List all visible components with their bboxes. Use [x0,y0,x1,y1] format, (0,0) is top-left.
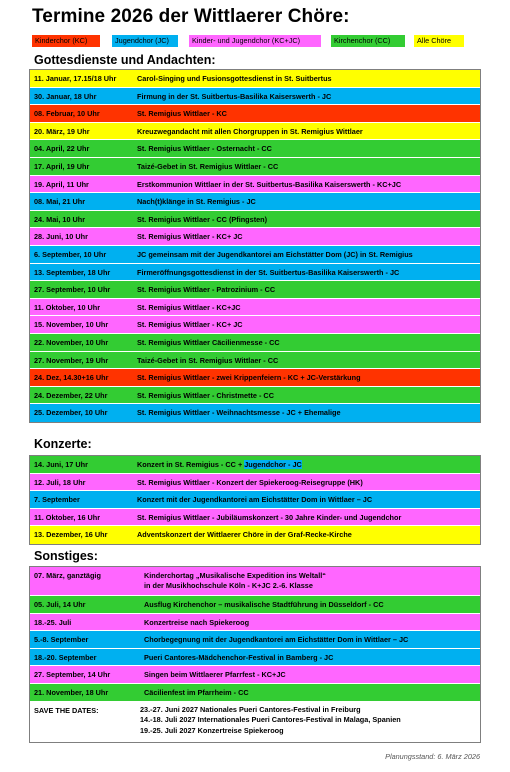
table-row [30,123,480,141]
event-text: St. Remigius Wittlaer - Weihnachtsmesse - JC + Ehemalige [137,408,341,418]
event-text: Konzert mit der Jugendkantorei am Eichstätter Dom in Wittlaer – JC [137,495,373,505]
event-date: 24. Mai, 10 Uhr [34,214,86,224]
event-text: St. Remigius Wittlaer - KC+ JC [137,320,243,330]
table-row [30,456,480,474]
save-the-dates-label: SAVE THE DATES: [34,705,99,715]
table-sonstiges [29,566,481,743]
event-date: 24. Dez, 14.30+16 Uhr [34,373,109,383]
table-row [30,228,480,246]
legend-kinderchor: Kinderchor (KC) [32,35,100,47]
event-date: 28. Juni, 10 Uhr [34,232,88,242]
event-description [137,491,372,508]
event-date: 05. Juli, 14 Uhr [34,600,86,609]
table-row [30,684,480,702]
save-the-dates [30,702,480,742]
section-gottesdienste: Gottesdienste und Andachten: [34,53,216,67]
event-description [144,596,384,613]
event-text: Kinderchortag „Musikalische Expedition ins Weltall“ [144,571,326,580]
event-text: Konzert in St. Remigius - CC + [137,460,245,469]
event-date: 08. Februar, 10 Uhr [34,109,100,119]
event-text-continued: Jugendchor - JC [244,460,302,469]
table-row [30,567,480,596]
table-row [30,88,480,106]
event-text: Konzertreise nach Spiekeroog [144,617,250,627]
event-date: 14. Juni, 17 Uhr [34,460,88,469]
save-the-dates-line: 19.-25. Juli 2027 Konzertreise Spiekeroog [140,726,284,736]
event-date: 27. November, 19 Uhr [34,355,109,365]
event-date: 27. September, 14 Uhr [34,670,111,680]
table-row [30,666,480,684]
table-row [30,176,480,194]
event-description [137,228,243,245]
event-text: Taizé-Gebet in St. Remigius Wittlaer - CC [137,355,279,365]
table-konzerte [29,455,481,545]
save-the-dates-line: 14.-18. Juli 2027 Internationales Pueri Cantores-Festival in Malaga, Spanien [140,715,401,725]
event-text: Nach(t)klänge in St. Remigius - JC [137,197,256,207]
event-text: Pueri Cantores-Mädchenchor-Festival in Bamberg - JC [144,652,334,662]
event-text: St. Remigius Wittlaer - CC (Pfingsten) [137,214,268,224]
event-text: St. Remigius Wittlaer - KC [137,109,227,119]
event-date: 12. Juli, 18 Uhr [34,477,86,487]
event-date: 13. Dezember, 16 Uhr [34,530,108,540]
event-text: St. Remigius Wittlaer - KC+JC [137,302,241,312]
event-text: St. Remigius Wittlaer - KC+ JC [137,232,243,242]
event-text: JC gemeinsam mit der Jugendkantorei am Eichstätter Dom (JC) in St. Remigius [137,249,413,259]
event-text: St. Remigius Wittlaer - Patrozinium - CC [137,285,276,295]
table-row [30,158,480,176]
event-date: 18.-25. Juli [34,617,72,627]
event-date: 11. Oktober, 16 Uhr [34,512,101,522]
event-text: Erstkommunion Wittlaer in der St. Suitbertus-Basilika Kaiserswerth - KC+JC [137,179,402,189]
table-row [30,264,480,282]
event-date: 6. September, 10 Uhr [34,249,107,259]
event-description [137,316,243,333]
event-description [137,352,278,369]
table-row [30,246,480,264]
table-row [30,140,480,158]
table-row [30,526,480,544]
event-date: 17. April, 19 Uhr [34,161,90,171]
event-date: 24. Dezember, 22 Uhr [34,390,108,400]
table-row [30,352,480,370]
table-row [30,281,480,299]
event-text: Firmeröffnungsgottesdienst in der St. Suitbertus-Basilika Kaiserswerth - JC [137,267,400,277]
event-text: St. Remigius Wittlaer Cäcilienmesse - CC [137,337,280,347]
section-sonstiges: Sonstiges: [34,549,98,563]
planungsstand: Planungsstand: 6. März 2026 [385,752,480,761]
event-description [137,404,341,421]
event-text: Adventskonzert der Wittlaerer Chöre in der Graf-Recke-Kirche [137,530,352,540]
save-the-dates-line: 23.-27. Juni 2027 Nationales Pueri Cantores-Festival in Freiburg [140,704,361,714]
event-date: 30. Januar, 18 Uhr [34,91,97,101]
event-date: 08. Mai, 21 Uhr [34,197,86,207]
event-text: Chorbegegnung mit der Jugendkantorei am Eichstätter Dom in Wittlaer – JC [144,635,409,645]
event-date: 07. März, ganztägig [34,571,101,580]
event-date: 7. September [34,495,80,505]
event-description [137,88,331,105]
event-date: 21. November, 18 Uhr [34,687,109,697]
table-row [30,105,480,123]
event-description [137,105,227,122]
event-description [137,158,278,175]
table-row [30,316,480,334]
event-text: Singen beim Wittlaerer Pfarrfest - KC+JC [144,670,286,680]
event-text: St. Remigius Wittlaer - Konzert der Spiekeroog-Reisegruppe (HK) [137,477,363,487]
event-description [137,474,363,491]
table-row [30,491,480,509]
event-description [144,649,333,666]
event-description [137,456,302,473]
event-date: 5.-8. September [34,635,89,645]
event-date: 19. April, 11 Uhr [34,179,89,189]
event-date: 27. September, 10 Uhr [34,285,111,295]
save-the-dates-list [140,705,401,737]
event-date: 20. März, 19 Uhr [34,126,90,136]
event-description [144,631,408,648]
event-description [144,684,249,701]
event-text-continued: in der Musikhochschule Köln - K+JC 2.-6. Klasse [144,581,313,590]
event-description [137,70,332,87]
event-date: 11. Oktober, 10 Uhr [34,302,101,312]
table-row [30,299,480,317]
event-text: St. Remigius Wittlaer - zwei Krippenfeiern - KC + JC-Verstärkung [137,373,361,383]
event-text: St. Remigius Wittlaer - Christmette - CC [137,390,274,400]
event-description [137,211,267,228]
table-row [30,631,480,649]
legend-kirchenchor: Kirchenchor (CC) [331,35,405,47]
event-description [137,369,361,386]
event-text: Kreuzwegandacht mit allen Chorgruppen in St. Remigius Wittlaer [137,126,363,136]
table-row [30,70,480,88]
event-description [144,571,326,591]
table-row [30,404,480,422]
event-description [137,123,363,140]
event-description [137,264,399,281]
table-row [30,211,480,229]
event-date: 15. November, 10 Uhr [34,320,109,330]
event-text: Taizé-Gebet in St. Remigius Wittlaer - CC [137,161,279,171]
event-description [137,281,275,298]
event-date: 13. September, 18 Uhr [34,267,111,277]
event-description [137,246,413,263]
event-text: Cäcilienfest im Pfarrheim - CC [144,687,249,697]
legend-jugendchor: Jugendchor (JC) [112,35,178,47]
table-row [30,596,480,614]
event-description [137,387,274,404]
event-text: St. Remigius Wittlaer - Osternacht - CC [137,144,272,154]
event-text: Ausflug Kirchenchor – musikalische Stadtführung in Düsseldorf - CC [144,600,384,609]
event-description [137,176,401,193]
legend-alle-choere: Alle Chöre [414,35,464,47]
table-row [30,387,480,405]
event-description [137,526,352,543]
legend-kinder-jugendchor: Kinder- und Jugendchor (KC+JC) [189,35,321,47]
event-date: 11. Januar, 17.15/18 Uhr [34,74,117,83]
event-description [137,193,256,210]
event-date: 04. April, 22 Uhr [34,144,90,154]
event-description [137,299,241,316]
section-konzerte: Konzerte: [34,437,92,451]
event-description [137,509,401,526]
event-text: St. Remigius Wittlaer - Jubiläumskonzert - 30 Jahre Kinder- und Jugendchor [137,512,402,522]
event-date: 22. November, 10 Uhr [34,337,109,347]
table-row [30,474,480,492]
event-description [137,140,272,157]
event-description [144,666,286,683]
table-row [30,509,480,527]
table-row [30,369,480,387]
table-row [30,614,480,632]
page-title: Termine 2026 der Wittlaerer Chöre: [32,6,350,27]
table-gottesdienste [29,69,481,423]
event-text: Carol-Singing und Fusionsgottesdienst in St. Suitbertus [137,74,332,83]
event-date: 25. Dezember, 10 Uhr [34,408,108,418]
event-date: 18.-20. September [34,652,97,662]
table-row [30,649,480,667]
table-row [30,334,480,352]
event-description [144,614,249,631]
event-text: Firmung in der St. Suitbertus-Basilika Kaiserswerth - JC [137,91,332,101]
event-description [137,334,280,351]
table-row [30,193,480,211]
